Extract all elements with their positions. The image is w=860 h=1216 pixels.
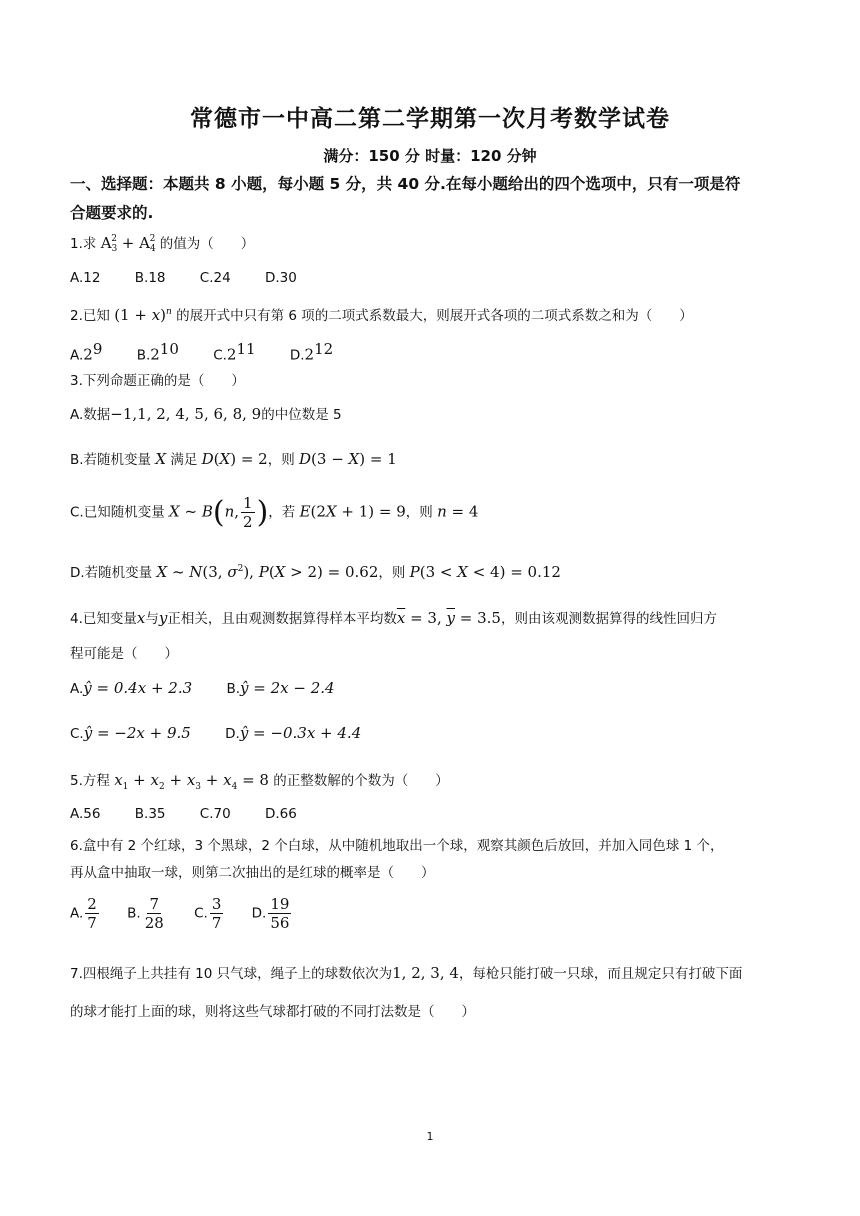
q1-option-a: A.12 <box>70 270 101 286</box>
one-half-fraction: $\frac{1}{2}$ <box>243 494 253 531</box>
q4-option-a: A.ŷ = 0.4x + 2.3 <box>70 679 193 697</box>
q3-option-c: C.已知随机变量 X ~ B(n, $\frac{1}{2}$ )，若 E(2X + 1) = 9，则 n = 4 <box>70 494 479 531</box>
question-3-stem: 3.下列命题正确的是（ ） <box>70 373 245 389</box>
question-4-line2: 程可能是（ ） <box>70 646 178 662</box>
section-heading <box>70 170 800 228</box>
section-heading-line2: 合题要求的. <box>70 204 154 222</box>
question-2 <box>70 304 693 324</box>
q4-option-c: C.ŷ = −2x + 9.5 <box>70 724 191 742</box>
q4-options-row2 <box>70 724 391 742</box>
q4-options-row1 <box>70 679 365 697</box>
question-5: 5.方程 $x_1 + x_2 + x_3 + x_4 = 8$ 的正整数解的个数为（ ） <box>70 771 449 792</box>
q6-option-c: C. $\frac{3}{7}$ <box>194 895 222 932</box>
question-6-line1: 6.盒中有 2 个红球，3 个黑球，2 个白球，从中随机地取出一个球，观察其颜色后放回，并加入同色球 1 个， <box>70 838 724 854</box>
q6-options <box>70 895 315 932</box>
q2-options <box>70 340 363 364</box>
q4-option-b: B.ŷ = 2x − 2.4 <box>226 679 335 697</box>
q5-option-b: B.35 <box>134 806 166 822</box>
q3-option-a: A.数据−1,1, 2, 4, 5, 6, 8, 9的中位数是 5 <box>70 405 342 423</box>
q3-option-b: B.若随机变量 X 满足 D(X) = 2，则 D(3 − X) = 1 <box>70 450 397 468</box>
q5-option-c: C.70 <box>199 806 231 822</box>
q2-pre: 2.已知 <box>70 308 110 324</box>
q6-option-d: D. $\frac{19}{56}$ <box>251 895 290 932</box>
q5-option-d: D.66 <box>265 806 297 822</box>
q5-option-a: A.56 <box>70 806 101 822</box>
q2-option-d: $D.2^{12}$ <box>289 340 334 364</box>
q3-option-d: D.若随机变量 X ~ N(3, $\sigma^2$), P(X > 2) = 0.62，则 P(3 < X < 4) = 0.12 <box>70 563 561 581</box>
q2-option-b: $B.2^{10}$ <box>136 340 179 364</box>
page-number: 1 <box>426 1130 434 1143</box>
q1-option-d: D.30 <box>265 270 297 286</box>
question-7-line1: 7.四根绳子上共挂有 10 只气球，绳子上的球数依次为1, 2, 3, 4，每枪只能打破一只球，而且规定只有打破下面 <box>70 964 743 982</box>
q2-formula: $(1 + x)^n$ <box>114 306 172 324</box>
q1-post: 的值为（ ） <box>159 236 255 252</box>
q2-option-c: $C.2^{11}$ <box>213 340 256 364</box>
q1-option-b: B.18 <box>134 270 166 286</box>
question-7-line2: 的球才能打上面的球，则将这些气球都打破的不同打法数是（ ） <box>70 1004 475 1020</box>
question-6-line2: 再从盒中抽取一球，则第二次抽出的是红球的概率是（ ） <box>70 865 435 881</box>
q6-option-b: B. $\frac{7}{28}$ <box>127 895 164 932</box>
q1-option-c: C.24 <box>199 270 231 286</box>
q1-formula: $A_3^2 + A_4^2$ <box>100 234 156 254</box>
exam-info: 满分：150 分 时量：120 分钟 <box>323 147 537 165</box>
q5-options <box>70 806 327 822</box>
q2-post: 的展开式中只有第 6 项的二项式系数最大，则展开式各项的二项式系数之和为（ ） <box>176 308 693 324</box>
q1-pre: 1.求 <box>70 236 97 252</box>
section-heading-line1: 一、选择题：本题共 8 小题，每小题 5 分，共 40 分.在每小题给出的四个选项中，只有一项是符 <box>70 175 741 193</box>
question-1 <box>70 232 254 254</box>
q1-options <box>70 270 327 286</box>
q6-option-a: A. $\frac{2}{7}$ <box>70 895 97 932</box>
question-4: 4.已知变量x与y正相关，且由观测数据算得样本平均数$\overline{x} = 3$, $\overline{y} = 3.5$，则由该观测数据算得的线性回归方 <box>70 609 717 627</box>
q4-option-d: D.ŷ = −0.3x + 4.4 <box>225 724 362 742</box>
q2-option-a: $A.2^9$ <box>70 340 103 364</box>
page-title: 常德市一中高二第二学期第一次月考数学试卷 <box>190 106 670 132</box>
